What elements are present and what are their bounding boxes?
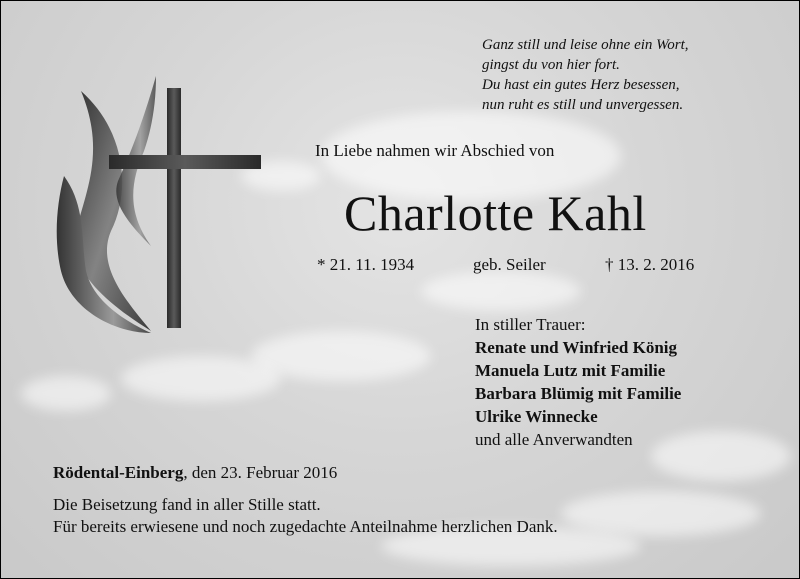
place-date: , den 23. Februar 2016 xyxy=(183,463,338,482)
poem-line: nun ruht es still und unvergessen. xyxy=(482,97,684,113)
funeral-notice xyxy=(53,494,558,538)
cloud xyxy=(121,356,281,401)
notice-line: Für bereits erwiesene und noch zugedachte Anteilnahme herzlichen Dank. xyxy=(53,517,558,536)
mourners-heading: In stiller Trauer: xyxy=(475,315,586,334)
maiden-name: geb. Seiler xyxy=(473,255,546,274)
deceased-name: Charlotte Kahl xyxy=(344,185,647,241)
mourner-name: Barbara Blümig mit Familie xyxy=(475,384,682,403)
poem xyxy=(482,35,689,115)
mourner-name: Manuela Lutz mit Familie xyxy=(475,361,666,380)
cloud xyxy=(21,376,111,411)
mourner-name: Ulrike Winnecke xyxy=(475,407,598,426)
cloud xyxy=(421,271,581,311)
birth-date: * 21. 11. 1934 xyxy=(317,255,415,274)
notice-line: Die Beisetzung fand in aller Stille statt. xyxy=(53,495,321,514)
poem-line: Ganz still und leise ohne ein Wort, xyxy=(482,37,689,53)
death-date: † 13. 2. 2016 xyxy=(605,255,695,274)
cross-and-flame-icon xyxy=(56,71,271,341)
mourner-name: Renate und Winfried König xyxy=(475,338,677,357)
place-town: Rödental-Einberg xyxy=(53,463,184,482)
mourners-list xyxy=(475,313,681,451)
intro-text: In Liebe nahmen wir Abschied von xyxy=(315,141,555,160)
poem-line: Du hast ein gutes Herz besessen, xyxy=(482,77,680,93)
place-date-line xyxy=(53,463,337,483)
poem-line: gingst du von hier fort. xyxy=(482,57,620,73)
mourners-closing: und alle Anverwandten xyxy=(475,430,633,449)
